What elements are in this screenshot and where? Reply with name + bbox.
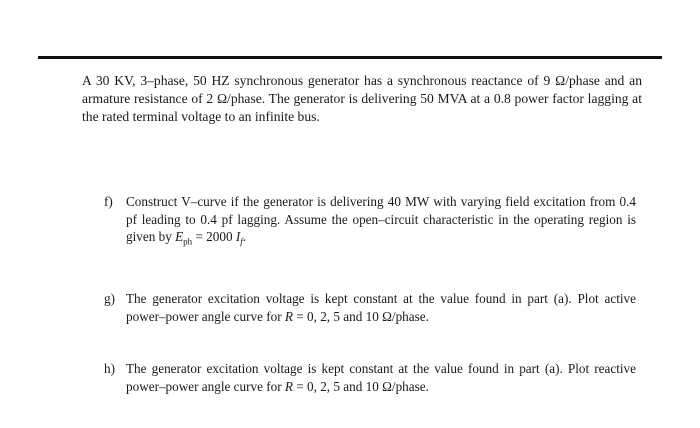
problem-statement: [82, 72, 642, 126]
part-f-text-3: .: [242, 229, 247, 244]
part-h-var-r: R: [284, 378, 293, 394]
part-h-marker: h): [104, 361, 115, 376]
part-f-sub-ph: ph: [183, 236, 193, 247]
part-f-marker: f): [104, 194, 113, 209]
part-f-sub-f: f: [240, 236, 243, 247]
part-g-text: [126, 290, 636, 325]
part-h-text-2: = 0, 2, 5 and 10 Ω/phase.: [292, 378, 429, 394]
top-divider: [38, 56, 662, 59]
part-h: [104, 360, 636, 395]
problem-intro-text: A 30 KV, 3–phase, 50 HZ synchronous generator has a synchronous reactance of 9 Ω/phase and an armature resistance of 2 Ω/phase. The generator is delivering 50 MVA at a 0.8 power factor lagging at the rated terminal voltage to an infinite bus.: [82, 73, 642, 124]
part-g-var-r: R: [284, 308, 293, 324]
part-g: [104, 290, 636, 325]
part-f-var-i: I: [235, 229, 241, 244]
part-g-marker: g): [104, 291, 115, 306]
part-h-text-1: The generator excitation voltage is kept constant at the value found in part (a). Plot reactive power–power angle curve for: [126, 361, 636, 394]
part-h-text: [126, 360, 636, 395]
part-f-text-2: = 2000: [192, 229, 236, 244]
part-g-text-1: The generator excitation voltage is kept constant at the value found in part (a). Plot active power–power angle curve for: [126, 291, 636, 324]
part-f: [104, 193, 636, 246]
part-f-text-1: Construct V–curve if the generator is delivering 40 MW with varying field excitation from 0.4 pf leading to 0.4 pf lagging. Assume the open–circuit characteristic in the operating region is given by: [126, 194, 636, 244]
part-f-text: [126, 193, 636, 246]
part-g-text-2: = 0, 2, 5 and 10 Ω/phase.: [292, 308, 429, 324]
part-f-var-e: E: [175, 229, 184, 244]
